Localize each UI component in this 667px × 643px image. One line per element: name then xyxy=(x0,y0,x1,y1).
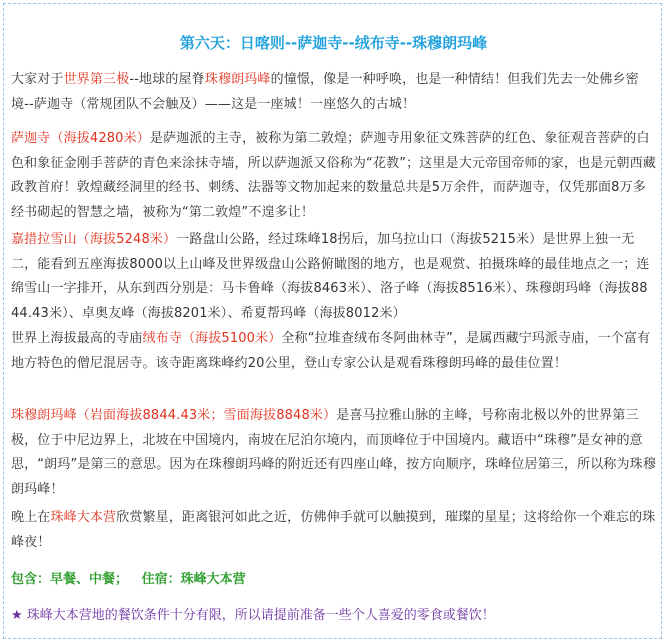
meals-text: 包含：早餐、中餐； xyxy=(11,572,129,587)
paragraph-rongbuk xyxy=(11,327,656,376)
day-title: 第六天：日喀则--萨迦寺--绒布寺--珠穆朗玛峰 xyxy=(179,34,488,52)
paragraph-night xyxy=(11,506,656,555)
sakya-text: 是萨迦派的主寺，被称为第二敦煌；萨迦寺用象征文殊菩萨的红色、象征观音菩萨的白色和象征金刚手菩萨的青色来涂抹寺墙，所以萨迦派又俗称为“花教”；这里是大元帝国帝师的家，也是元朝西藏政教首府！敦煌藏经洞里的经书、刺绣、法器等文物加起来的数量总共是5万余件，而萨迦寺，仅凭那面8万多经书砌起的智慧之墙，被称为“第二敦煌”不遑多让！ xyxy=(11,131,656,220)
paragraph-intro xyxy=(11,68,656,117)
paragraph-everest xyxy=(11,404,656,502)
paragraph-sakya xyxy=(11,127,656,225)
everest-text: 是喜马拉雅山脉的主峰，号称南北极以外的世界第三极，位于中尼边界上，北坡在中国境内，南坡在尼泊尔境内，而顶峰位于中国境内。藏语中“珠穆”是女神的意思，“朗玛”是第三的意思。因为在珠穆朗玛峰的附近还有四座山峰，按方向顺序，珠峰位居第三，所以称为珠穆朗玛峰！ xyxy=(11,408,656,497)
night-text-a: 晚上在 xyxy=(11,510,51,525)
highlight-everest: 珠穆朗玛峰 xyxy=(204,72,271,87)
food-note: ★ 珠峰大本营地的餐饮条件十分有限，所以请提前准备一些个人喜爱的零食或餐饮！ xyxy=(11,608,495,623)
rongbuk-text-a: 世界上海拔最高的寺庙 xyxy=(11,331,143,346)
night-text-b: 欣赏繁星，距离银河如此之近，仿佛伸手就可以触摸到，璀璨的星星；这将给你一个难忘的珠峰夜！ xyxy=(11,510,656,550)
highlight-rongbuk: 绒布寺（海拔5100米） xyxy=(142,331,282,346)
highlight-gyatso-la: 嘉措拉雪山（海拔5248米） xyxy=(11,232,177,247)
highlight-sakya: 萨迦寺（海拔4280米） xyxy=(11,131,150,146)
intro-text-c: 的憧憬，像是一种呼唤，也是一种情结！但我们先去一处佛乡密境--萨迦寺（常规团队不会触及）——这是一座城！一座悠久的古城！ xyxy=(11,72,639,112)
highlight-base-camp: 珠峰大本营 xyxy=(50,510,117,525)
rongbuk-text-b: 全称“拉堆查绒布冬阿曲林寺”，是属西藏宁玛派寺庙，一个富有地方特色的僧尼混居寺。该寺距离珠峰约20公里，登山专家公认是观看珠穆朗玛峰的最佳位置！ xyxy=(11,331,651,371)
intro-text-b: --地球的屋脊 xyxy=(129,72,205,87)
intro-text-a: 大家对于 xyxy=(11,72,64,87)
gyatso-la-text: 一路盘山公路，经过珠峰18拐后，加乌拉山口（海拔5215米）是世界上独一无二，能看到五座海拔8000以上山峰及世界级盘山公路俯瞰图的地方，也是观赏、拍摄珠峰的最佳地点之一；连绵雪山一字排开，从东到西分别是：马卡鲁峰（海拔8463米）、洛子峰（海拔8516米）、珠穆朗玛峰（海拔8844.43米）、卓奥友峰（海拔8201米）、希夏帮玛峰（海拔8012米） xyxy=(11,232,650,321)
meals-lodging xyxy=(11,568,246,587)
paragraph-gyatso-la xyxy=(11,228,656,326)
highlight-everest-altitude: 珠穆朗玛峰（岩面海拔8844.43米；雪面海拔8848米） xyxy=(11,408,337,423)
lodging-text: 住宿：珠峰大本营 xyxy=(141,572,246,587)
highlight-third-pole: 世界第三极 xyxy=(63,72,130,87)
